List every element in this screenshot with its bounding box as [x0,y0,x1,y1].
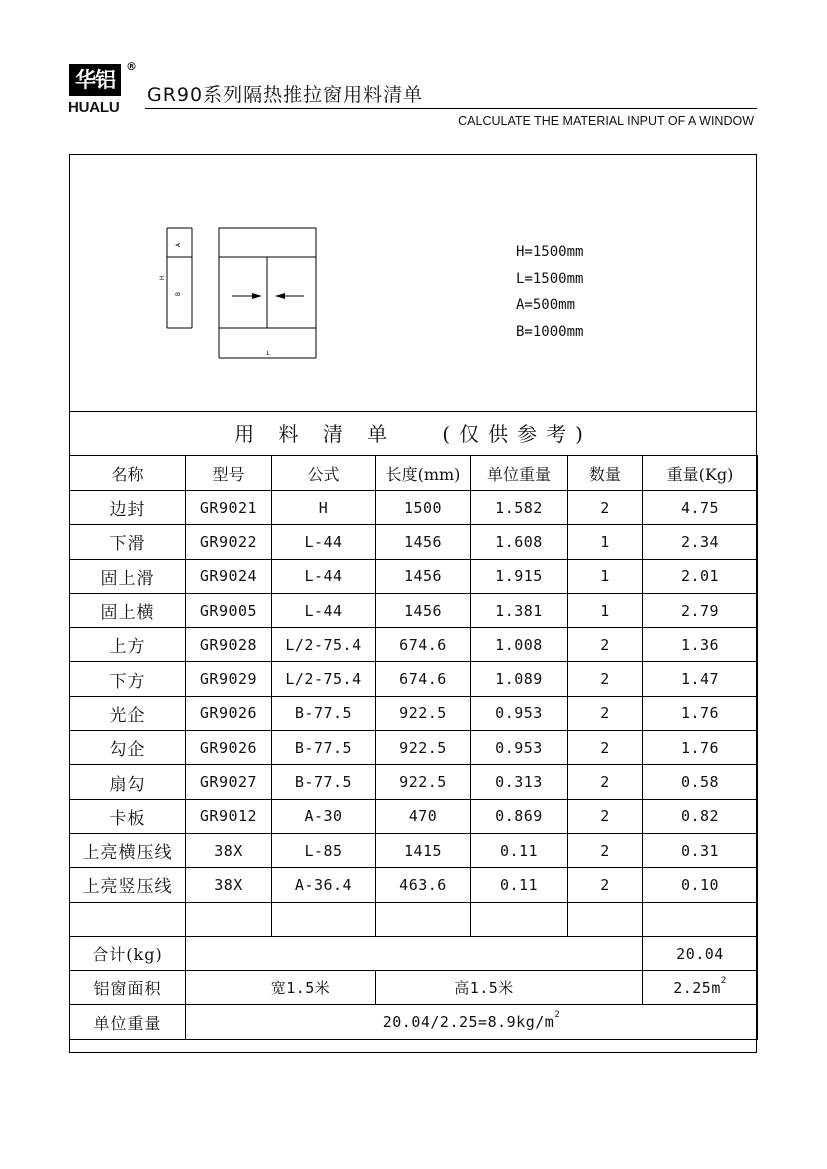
cell-formula: H [272,491,376,525]
table-header-row [70,456,758,491]
cell-weight: 0.10 [643,868,758,902]
table-row [70,593,758,627]
table-row [70,662,758,696]
total-value: 20.04 [643,936,758,970]
cell-quantity: 2 [568,833,643,867]
cell-weight: 2.01 [643,559,758,593]
arrow-left-head [275,293,285,299]
arrow-right-head [252,293,262,299]
cell-weight: 2.34 [643,525,758,559]
cell-model: GR9028 [186,628,272,662]
cell-length: 922.5 [376,765,471,799]
cell-model: GR9027 [186,765,272,799]
table-row [70,799,758,833]
cell-length: 922.5 [376,731,471,765]
dim-label-b: B [175,291,182,297]
cell-quantity: 1 [568,593,643,627]
col-header-weight: 重量(Kg) [643,456,758,491]
cell-name: 上亮竖压线 [70,868,186,902]
cell-formula: L-44 [272,559,376,593]
table-row [70,868,758,902]
cell-quantity: 2 [568,628,643,662]
area-label: 铝窗面积 [70,971,186,1005]
cell-length: 922.5 [376,696,471,730]
spec-height: H=1500mm [516,244,584,260]
cell-length: 1456 [376,593,471,627]
area-value-cell [643,971,758,1005]
cell-quantity: 1 [568,525,643,559]
cell-weight: 2.79 [643,593,758,627]
cell-weight: 1.36 [643,628,758,662]
dim-label-a: A [175,242,182,248]
total-row [70,936,758,970]
cell-unit-weight: 0.313 [471,765,568,799]
cell-length: 1456 [376,525,471,559]
col-header-formula: 公式 [272,456,376,491]
col-header-unit-weight: 单位重量 [471,456,568,491]
cell-name: 下滑 [70,525,186,559]
cell-length: 1500 [376,491,471,525]
cell-unit-weight: 1.008 [471,628,568,662]
dimension-specs [516,239,583,345]
cell-unit-weight: 1.089 [471,662,568,696]
col-header-name: 名称 [70,456,186,491]
cell-unit-weight: 0.953 [471,696,568,730]
cell-name: 上方 [70,628,186,662]
table-row [70,628,758,662]
window-elevation-drawing [70,155,756,411]
cell-name: 扇勾 [70,765,186,799]
cell-model: 38X [186,868,272,902]
cell-model: GR9029 [186,662,272,696]
table-row [70,833,758,867]
cell-formula: B-77.5 [272,696,376,730]
cell-length: 1415 [376,833,471,867]
cell-model: GR9012 [186,799,272,833]
cell-length: 674.6 [376,628,471,662]
cell-unit-weight: 0.953 [471,731,568,765]
area-value-sup: 2 [720,975,727,986]
cell-quantity: 2 [568,868,643,902]
logo-en-text: HUALU [68,99,120,116]
cell-quantity: 2 [568,696,643,730]
unit-weight-row [70,1005,758,1039]
spec-a: A=500mm [516,297,576,313]
cell-length: 1456 [376,559,471,593]
cell-quantity: 2 [568,491,643,525]
cell-name: 边封 [70,491,186,525]
spec-length: L=1500mm [516,270,584,287]
unit-weight-formula: 20.04/2.25=8.9kg/m [382,1013,555,1032]
col-header-quantity: 数量 [568,456,643,491]
cell-quantity: 1 [568,559,643,593]
cell-name: 上亮横压线 [70,833,186,867]
cell-length: 470 [376,799,471,833]
cell-unit-weight: 1.608 [471,525,568,559]
cell-formula: L-44 [272,593,376,627]
cell-formula: A-36.4 [272,868,376,902]
cell-unit-weight: 0.11 [471,833,568,867]
area-height: 高1.5米 [376,971,643,1005]
cell-unit-weight: 0.11 [471,868,568,902]
table-body [70,491,758,903]
cell-name: 下方 [70,662,186,696]
cell-model: GR9005 [186,593,272,627]
area-value: 2.25m [673,978,721,997]
window-diagram-panel [70,155,756,411]
cell-model: GR9024 [186,559,272,593]
cell-formula: L-44 [272,525,376,559]
unit-weight-label: 单位重量 [70,1005,186,1039]
cell-unit-weight: 1.915 [471,559,568,593]
col-header-length: 长度(mm) [376,456,471,491]
cell-weight: 0.82 [643,799,758,833]
cell-weight: 1.76 [643,696,758,730]
cell-name: 光企 [70,696,186,730]
unit-weight-cell [186,1005,758,1039]
cell-name: 勾企 [70,731,186,765]
cell-length: 674.6 [376,662,471,696]
cell-unit-weight: 1.582 [471,491,568,525]
cell-unit-weight: 0.869 [471,799,568,833]
dim-label-h: H [159,275,166,281]
table-row [70,491,758,525]
table-row [70,696,758,730]
cell-formula: L/2-75.4 [272,628,376,662]
dim-label-l: L [266,350,270,357]
cell-formula: B-77.5 [272,731,376,765]
sheet-title: 用 料 清 单 (仅供参考) [70,411,756,456]
cell-weight: 0.58 [643,765,758,799]
registered-mark: ® [126,60,137,73]
cell-quantity: 2 [568,765,643,799]
cell-weight: 1.76 [643,731,758,765]
area-width: 宽1.5米 [186,971,376,1005]
cell-model: GR9026 [186,696,272,730]
cell-unit-weight: 1.381 [471,593,568,627]
table-row [70,559,758,593]
cell-name: 固上横 [70,593,186,627]
cell-formula: L/2-75.4 [272,662,376,696]
document-title: GR90系列隔热推拉窗用料清单 [147,84,424,106]
document-subtitle: CALCULATE THE MATERIAL INPUT OF A WINDOW [458,114,754,128]
area-row [70,971,758,1005]
header-divider [145,108,757,109]
cell-length: 463.6 [376,868,471,902]
cell-model: GR9022 [186,525,272,559]
cell-model: GR9026 [186,731,272,765]
cell-weight: 4.75 [643,491,758,525]
material-sheet-frame [69,154,757,1053]
logo-cn-mark: 华铝 [69,64,121,96]
cell-name: 固上滑 [70,559,186,593]
cell-model: GR9021 [186,491,272,525]
spec-b: B=1000mm [516,323,584,340]
cell-weight: 0.31 [643,833,758,867]
cell-quantity: 2 [568,662,643,696]
cell-quantity: 2 [568,731,643,765]
table-row [70,731,758,765]
col-header-model: 型号 [186,456,272,491]
cell-formula: A-30 [272,799,376,833]
total-label: 合计(kg) [70,936,186,970]
table-row [70,765,758,799]
company-logo [68,60,137,120]
cell-weight: 1.47 [643,662,758,696]
material-table [69,455,758,1040]
cell-formula: B-77.5 [272,765,376,799]
cell-model: 38X [186,833,272,867]
table-row [70,525,758,559]
cell-quantity: 2 [568,799,643,833]
table-row-empty [70,902,758,936]
unit-weight-sup: 2 [554,1010,561,1021]
cell-formula: L-85 [272,833,376,867]
cell-name: 卡板 [70,799,186,833]
